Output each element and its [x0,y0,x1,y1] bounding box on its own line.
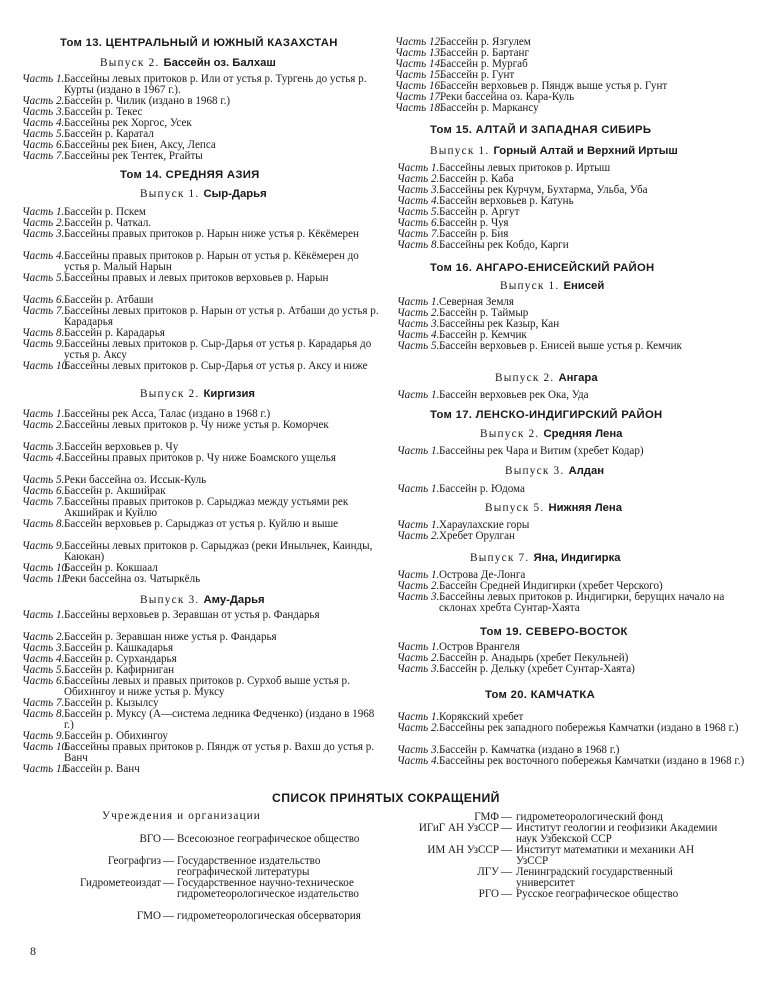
part-label: Часть 11. [22,763,69,775]
list-item [22,519,384,541]
issue-heading [485,503,622,514]
part-label: Часть 3. [397,663,440,675]
part-text: Реки бассейна оз. Чатыркёль [64,573,201,585]
abbreviation-dash: — [163,877,175,889]
part-text: Бассейны левых притоков р. Нарын от устья р. Атбаши до устья р. Карадарья [64,305,379,328]
part-label: Часть 14. [395,58,443,70]
issue-number: Выпуск 2. [100,57,160,69]
part-label: Часть 5. [397,206,440,218]
abbreviation-dash: — [501,844,513,856]
list-item [22,709,384,731]
abbreviation-entry [0,845,721,867]
part-text: Бассейны рек Тентек, Ргайты [64,150,203,162]
part-text: Бассейны рек Биен, Аксу, Лепса [64,139,216,151]
abbreviation-key: ИМ АН УзССР [427,844,499,856]
issue-heading [100,58,276,69]
part-text: Корякский хребет [439,711,524,723]
issue-heading [430,146,678,157]
part-text: Бассейн р. Чаткал. [64,217,152,229]
abbreviation-entry [0,911,367,933]
part-text: Бассейн р. Кашкадарья [64,642,174,654]
part-label: Часть 9. [22,338,65,350]
list-item [22,764,384,775]
part-label: Часть 4. [397,329,440,341]
part-text: Бассейн р. Кафирниган [64,664,175,676]
part-label: Часть 1. [397,711,440,723]
list-item [397,240,759,251]
part-text: Бассейны рек западного побережья Камчатки (издано в 1968 г.) [439,722,739,734]
part-text: Бассейн р. Язгулем [440,36,531,48]
part-label: Часть 8. [22,708,65,720]
abbreviation-value: Ленинградский государственный университет [516,866,673,889]
list-item [22,361,384,383]
part-text: Реки бассейна оз. Кара-Куль [440,91,575,103]
part-text: Бассейны рек Асса, Талас (издано в 1968 г.) [64,408,271,420]
abbreviation-dash: — [163,910,175,922]
part-label: Часть 1. [22,73,65,85]
part-text: Бассейн р. Дельку (хребет Сунтар-Хаята) [439,663,635,675]
abbreviation-key: Географгиз [107,855,161,867]
issue-number: Выпуск 5. [485,502,545,514]
part-text: Бассейн р. Ванч [64,763,140,775]
abbreviation-entry [0,889,721,900]
part-label: Часть 3. [397,318,440,330]
issue-heading [480,429,622,440]
list-item [22,74,384,96]
issue-number: Выпуск 2. [140,388,200,400]
part-label: Часть 5. [397,340,440,352]
part-label: Часть 2. [22,95,65,107]
abbreviation-dash: — [501,866,513,878]
part-label: Часть 2. [397,307,440,319]
part-text: Бассейн р. Камчатка (издано в 1968 г.) [439,744,620,756]
list-item [22,574,384,585]
part-label: Часть 10. [22,562,70,574]
list-item [397,531,759,542]
part-label: Часть 2. [397,580,440,592]
part-label: Часть 8. [22,518,65,530]
part-text: Остров Врангеля [439,641,520,653]
list-item [397,341,759,363]
issue-name: Ангара [558,372,598,384]
part-text: Бассейны правых и левых притоков верховьев р. Нарын [64,272,329,284]
part-label: Часть 1. [397,641,440,653]
part-text: Бассейны правых притоков р. Чу ниже Боамского ущелья [64,452,336,464]
issue-heading [140,595,265,606]
list-item [397,446,759,457]
abbreviation-dash: — [501,888,513,900]
issue-name: Горный Алтай и Верхний Иртыш [493,145,678,157]
abbreviation-value: Государственное издательство географической литературы [177,855,321,878]
issue-name: Енисей [563,280,605,292]
issue-number: Выпуск 1. [500,280,560,292]
volume-title: Том 15. АЛТАЙ И ЗАПАДНАЯ СИБИРЬ [430,124,652,136]
part-label: Часть 3. [397,591,440,603]
part-label: Часть 16. [395,80,443,92]
part-text: Бассейн р. Каратал [64,128,154,140]
volume-title: Том 19. СЕВЕРО-ВОСТОК [480,626,628,638]
part-label: Часть 2. [397,722,440,734]
part-text: Бассейны левых притоков р. Сыр-Дарья от устья р. Аксу и ниже [64,360,368,372]
part-text: Бассейн р. Атбаши [64,294,154,306]
part-label: Часть 6. [397,217,440,229]
part-text: Бассейн р. Зеравшан ниже устья р. Фандарья [64,631,277,643]
abbreviations-subtitle: Учреждения и организации [102,810,261,822]
part-text: Бассейн р. Аргут [439,206,520,218]
abbreviation-dash: — [501,822,513,834]
part-label: Часть 2. [22,631,65,643]
list-item [22,251,384,273]
abbreviation-dash: — [163,833,175,845]
part-label: Часть 6. [22,294,65,306]
abbreviation-key: ГМФ [474,811,499,823]
list-item [22,453,384,475]
part-label: Часть 13. [395,47,443,59]
part-label: Часть 7. [22,697,65,709]
part-text: Бассейны правых притоков р. Пяндж от устья р. Вахш до устья р. Ванч [64,741,375,764]
volume-title: Том 14. СРЕДНЯЯ АЗИЯ [120,169,260,181]
part-text: Бассейн р. Бартанг [440,47,530,59]
list-item [22,541,384,563]
part-label: Часть 1. [397,445,440,457]
part-label: Часть 3. [22,441,65,453]
list-item [22,497,384,519]
part-text: Бассейн р. Таймыр [439,307,529,319]
part-text: Бассейн верховьев р. Сарыджаз от устья р. Куйлю и выше [64,518,339,530]
issue-number: Выпуск 3. [140,594,200,606]
part-text: Бассейн р. Бия [439,228,509,240]
part-label: Часть 15. [395,69,443,81]
issue-heading [505,466,604,477]
part-label: Часть 4. [397,195,440,207]
part-label: Часть 3. [22,106,65,118]
part-label: Часть 7. [22,150,65,162]
part-label: Часть 3. [22,642,65,654]
part-label: Часть 2. [397,652,440,664]
part-text: Бассейны рек восточного побережья Камчатки (издано в 1968 г.) [439,755,745,767]
part-label: Часть 1. [397,389,440,401]
issue-number: Выпуск 2. [480,428,540,440]
part-label: Часть 7. [397,228,440,240]
issue-heading [495,373,598,384]
part-label: Часть 12. [395,36,443,48]
part-label: Часть 18. [395,102,443,114]
list-item [397,723,759,745]
issue-name: Аму-Дарья [203,594,265,606]
part-label: Часть 1. [397,519,440,531]
part-text: Бассейн р. Чилик (издано в 1968 г.) [64,95,231,107]
part-label: Часть 2. [22,419,65,431]
volume-title: Том 13. ЦЕНТРАЛЬНЫЙ И ЮЖНЫЙ КАЗАХСТАН [60,37,338,49]
part-label: Часть 9. [22,730,65,742]
part-text: Бассейны левых притоков р. Чу ниже устья р. Коморчек [64,419,329,431]
part-text: Бассейн р. Кемчик [439,329,527,341]
part-label: Часть 9. [22,540,65,552]
list-item [22,229,384,251]
issue-number: Выпуск 1. [140,188,200,200]
part-label: Часть 3. [397,184,440,196]
abbreviation-key: ВГО [139,833,161,845]
abbreviation-key: ГМО [136,910,161,922]
part-text: Бассейн р. Муксу (А—система ледника Федченко) (издано в 1968 г.) [64,708,375,731]
part-text: Бассейны левых и правых притоков р. Сурхоб выше устья р. Обихингоу и ниже устья р. Муксу [64,675,350,698]
abbreviation-dash: — [163,855,175,867]
list-item [22,610,384,632]
issue-number: Выпуск 3. [505,465,565,477]
part-text: Бассейны рек Чара и Витим (хребет Кодар) [439,445,644,457]
part-label: Часть 2. [397,173,440,185]
abbreviation-value: гидрометеорологический фонд [516,811,663,823]
part-text: Бассейн р. Текес [64,106,143,118]
part-text: Бассейн р. Каба [439,173,514,185]
volume-title: Том 17. ЛЕНСКО-ИНДИГИРСКИЙ РАЙОН [430,409,663,421]
part-label: Часть 5. [22,128,65,140]
part-text: Бассейн верховьев рек Ока, Уда [439,389,589,401]
issue-name: Бассейн оз. Балхаш [163,57,276,69]
part-text: Бассейны рек Хоргос, Усек [64,117,192,129]
part-text: Бассейн р. Кокшаал [64,562,158,574]
part-text: Бассейн р. Гунт [440,69,515,81]
part-label: Часть 17. [395,91,443,103]
part-text: Бассейн верховьев р. Пяндж выше устья р. Гунт [440,80,668,92]
part-label: Часть 4. [22,117,65,129]
abbreviation-key: Гидрометеоиздат [80,877,161,889]
abbreviation-key: ИГиГ АН УзССР [418,822,499,834]
part-label: Часть 1. [22,609,65,621]
part-label: Часть 1. [22,206,65,218]
part-text: Хараулахские горы [439,519,530,531]
issue-number: Выпуск 1. [430,145,490,157]
issue-number: Выпуск 2. [495,372,555,384]
part-text: Бассейны правых притоков р. Нарын от устья р. Кёкёмерен до устья р. Малый Нарын [64,250,359,273]
part-text: Бассейн р. Пскем [64,206,146,218]
list-item [397,756,759,778]
issue-name: Сыр-Дарья [203,188,267,200]
part-text: Бассейны левых притоков р. Или от устья р. Тургень до устья р. Курты (издано в 1967 г.). [64,73,367,96]
part-text: Хребет Орулган [439,530,515,542]
issue-heading [500,281,604,292]
part-label: Часть 1. [397,162,440,174]
issue-name: Нижняя Лена [548,502,623,514]
part-label: Часть 4. [22,653,65,665]
part-label: Часть 4. [397,755,440,767]
issue-name: Киргизия [203,388,255,400]
part-label: Часть 10. [22,741,70,753]
part-text: Бассейн р. Кызылсу [64,697,159,709]
part-text: Бассейн верховьев р. Енисей выше устья р. Кемчик [439,340,682,352]
part-label: Часть 1. [397,569,440,581]
part-text: Бассейн р. Чуя [439,217,509,229]
part-label: Часть 11. [22,573,69,585]
part-label: Часть 5. [22,664,65,676]
part-text: Бассейны левых притоков р. Сыр-Дарья от устья р. Карадарья до устья р. Аксу [64,338,372,361]
part-text: Бассейн верховьев р. Катунь [439,195,574,207]
list-item [22,273,384,295]
abbreviation-value: Всесоюзное географическое общество [177,833,360,845]
issue-name: Яна, Индигирка [533,552,621,564]
part-text: Бассейны рек Курчум, Бухтарма, Ульба, Уба [439,184,648,196]
part-text: Бассейн р. Юдома [439,483,525,495]
part-text: Бассейн р. Акшийрак [64,485,166,497]
part-text: Бассейн верховьев р. Чу [64,441,179,453]
part-text: Бассейны левых притоков р. Индигирки, берущих начало на склонах хребта Сунтар-Хаята [439,591,725,614]
abbreviations-title: СПИСОК ПРИНЯТЫХ СОКРАЩЕНИЙ [272,791,500,805]
part-text: Бассейны рек Кобдо, Карги [439,239,569,251]
list-item [397,664,759,675]
part-label: Часть 4. [22,250,65,262]
list-item [22,151,384,162]
abbreviation-entry [0,867,721,889]
part-label: Часть 4. [22,452,65,464]
part-text: Бассейн р. Сурхандарья [64,653,177,665]
abbreviation-value: Русское географическое общество [516,888,679,900]
part-label: Часть 1. [397,296,440,308]
issue-heading [140,189,267,200]
part-label: Часть 2. [22,217,65,229]
part-label: Часть 5. [22,272,65,284]
part-text: Бассейн р. Карадарья [64,327,165,339]
list-item [397,390,759,401]
part-label: Часть 7. [22,305,65,317]
list-item [22,420,384,442]
part-text: Бассейн р. Маркансу [440,102,539,114]
part-text: Бассейн р. Обихингоу [64,730,168,742]
abbreviation-dash: — [501,811,513,823]
abbreviation-key: РГО [478,888,499,900]
issue-name: Алдан [568,465,605,477]
part-label: Часть 1. [22,408,65,420]
part-text: Бассейны левых притоков р. Сарыджаз (реки Иныльчек, Каинды, Каюкан) [64,540,373,563]
list-item [22,676,384,698]
list-item [397,484,759,495]
list-item [22,742,384,764]
part-text: Бассейны верховьев р. Зеравшан от устья р. Фандарья [64,609,320,621]
part-text: Острова Де-Лонга [439,569,526,581]
abbreviation-value: Государственное научно-техническое гидрометеорологическое издательство [177,877,359,900]
part-text: Бассейн р. Анадырь (хребет Пекульней) [439,652,629,664]
issue-heading [470,553,621,564]
part-text: Бассейн р. Мургаб [440,58,528,70]
abbreviation-entry [0,823,721,845]
part-label: Часть 3. [22,228,65,240]
volume-title: Том 16. АНГАРО-ЕНИСЕЙСКИЙ РАЙОН [430,262,655,274]
part-label: Часть 6. [22,675,65,687]
part-label: Часть 6. [22,139,65,151]
list-item [22,339,384,361]
part-label: Часть 6. [22,485,65,497]
part-label: Часть 8. [397,239,440,251]
part-label: Часть 3. [397,744,440,756]
abbreviation-value: Институт геологии и геофизики Академии наук Узбекской ССР [516,822,718,845]
part-text: Бассейны правых притоков р. Сарыджаз между устьями рек Акшийрак и Куйлю [64,496,349,519]
part-text: Бассейн Средней Индигирки (хребет Черского) [439,580,663,592]
part-text: Северная Земля [439,296,514,308]
part-text: Бассейны левых притоков р. Иртыш [439,162,611,174]
part-label: Часть 10. [22,360,70,372]
list-item [395,103,760,114]
part-label: Часть 8. [22,327,65,339]
abbreviation-key: ЛГУ [477,866,499,878]
part-text: Реки бассейна оз. Иссык-Куль [64,474,207,486]
list-item [397,592,759,614]
page-number: 8 [30,944,36,958]
volume-title: Том 20. КАМЧАТКА [485,689,596,701]
abbreviation-value: гидрометеорологическая обсерватория [177,910,361,922]
issue-number: Выпуск 7. [470,552,530,564]
abbreviation-value: Институт математики и механики АН УзССР [516,844,695,867]
part-label: Часть 7. [22,496,65,508]
part-text: Бассейны правых притоков р. Нарын ниже устья р. Кёкёмерен [64,228,359,240]
part-label: Часть 1. [397,483,440,495]
part-text: Бассейны рек Казыр, Кан [439,318,560,330]
part-label: Часть 5. [22,474,65,486]
issue-name: Средняя Лена [543,428,623,440]
list-item [22,306,384,328]
part-label: Часть 2. [397,530,440,542]
issue-heading [140,389,255,400]
